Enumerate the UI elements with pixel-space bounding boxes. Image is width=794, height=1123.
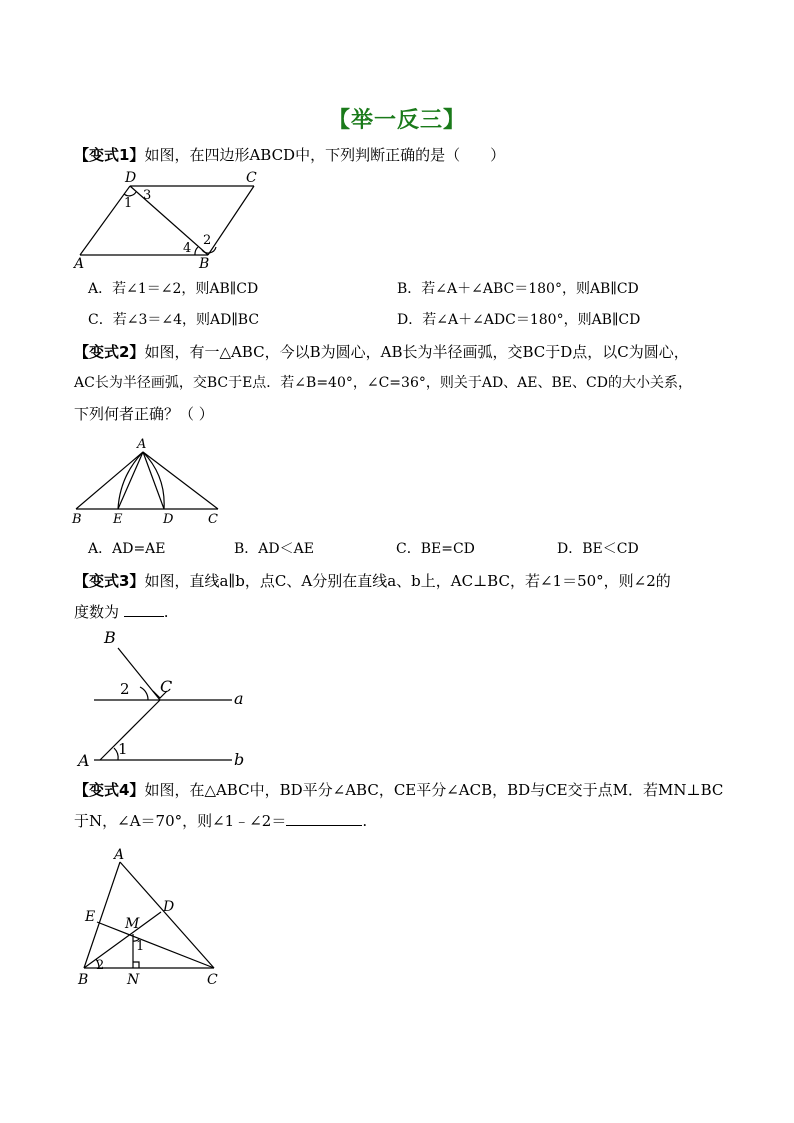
fig4-label-C: C	[207, 972, 218, 988]
question-4-end: .	[362, 812, 368, 830]
fig3-label-C: C	[160, 677, 173, 696]
question-2-text-1: 如图，有一△ABC，今以B为圆心，AB长为半径画弧，交BC于D点，以C为圆心，	[144, 343, 689, 361]
question-4-text-2: 于N，∠A＝70°，则∠1﹣∠2＝	[74, 812, 287, 830]
figure-2-triangle-arcs	[70, 432, 230, 528]
figure-4-angle-bisectors	[74, 846, 234, 996]
q1-option-d[interactable]: D．若∠A＋∠ADC＝180°，则AB∥CD	[397, 312, 641, 328]
fig1-label-D: D	[125, 170, 137, 186]
fig3-label-A: A	[78, 751, 90, 770]
fig1-angle-1: 1	[124, 196, 133, 211]
question-2-line-3: 下列何者正确？（ ）	[74, 405, 214, 423]
question-4-line-2	[74, 811, 367, 831]
fig2-label-B: B	[72, 512, 82, 527]
fig4-angle-1: 1	[136, 939, 145, 954]
fig1-label-C: C	[246, 170, 257, 186]
question-3-tag: 【变式3】	[74, 572, 145, 590]
question-3-line-1	[74, 571, 671, 591]
question-2-line-2: AC长为半径画弧，交BC于E点．若∠B=40°，∠C=36°，则关于AD、AE、BE、CD的大小关系，	[74, 375, 692, 391]
q1-option-c[interactable]: C．若∠3＝∠4，则AD∥BC	[88, 312, 260, 328]
fig4-label-E: E	[85, 909, 96, 925]
question-1	[74, 145, 505, 165]
fig2-label-D: D	[163, 512, 174, 527]
fig3-label-b: b	[234, 750, 245, 769]
fig4-label-M: M	[125, 916, 140, 932]
fig3-angle-1: 1	[118, 740, 128, 758]
q2-option-b[interactable]: B．AD＜AE	[234, 541, 314, 557]
section-title: 【举一反三】	[327, 107, 466, 133]
fig2-label-A: A	[137, 437, 147, 452]
fig4-label-B: B	[78, 972, 89, 988]
question-3-text-1: 如图，直线a∥b，点C、A分别在直线a、b上，AC⊥BC，若∠1＝50°，则∠2的	[144, 572, 671, 590]
figure-3-parallel-lines	[74, 624, 264, 774]
fig4-label-A: A	[114, 847, 125, 863]
q2-option-d[interactable]: D．BE＜CD	[557, 541, 639, 557]
fig1-label-B: B	[199, 256, 210, 272]
answer-blank-3[interactable]	[124, 602, 164, 617]
fig1-angle-2: 2	[203, 233, 212, 248]
question-2-line-1	[74, 342, 689, 362]
question-3-text-2: 度数为	[74, 603, 120, 621]
question-4-text-1: 如图，在△ABC中，BD平分∠ABC，CE平分∠ACB，BD与CE交于点M．若MN⊥BC	[144, 781, 724, 799]
fig1-label-A: A	[74, 256, 85, 272]
fig1-angle-4: 4	[183, 241, 192, 256]
answer-blank-4[interactable]	[286, 811, 362, 826]
question-1-tag: 【变式1】	[74, 146, 145, 164]
fig1-angle-3: 3	[143, 188, 152, 203]
question-1-text: 如图，在四边形ABCD中，下列判断正确的是（ ）	[144, 146, 506, 164]
q1-option-a[interactable]: A．若∠1＝∠2，则AB∥CD	[88, 281, 259, 297]
fig4-label-D: D	[163, 899, 175, 915]
question-3-end: .	[163, 603, 169, 621]
fig4-label-N: N	[127, 972, 140, 988]
fig2-label-E: E	[113, 512, 123, 527]
question-3-line-2	[74, 602, 169, 622]
fig4-angle-2: 2	[96, 958, 105, 973]
question-4-tag: 【变式4】	[74, 781, 145, 799]
fig3-angle-2: 2	[120, 680, 130, 698]
question-4-line-1	[74, 780, 723, 800]
q2-option-a[interactable]: A．AD=AE	[88, 541, 166, 557]
figure-1-parallelogram	[70, 168, 270, 272]
q1-option-b[interactable]: B．若∠A＋∠ABC＝180°，则AB∥CD	[397, 281, 639, 297]
fig2-label-C: C	[208, 512, 218, 527]
fig3-label-a: a	[234, 689, 244, 708]
q2-option-c[interactable]: C．BE=CD	[396, 541, 475, 557]
question-2-tag: 【变式2】	[74, 343, 145, 361]
fig3-label-B: B	[104, 628, 116, 647]
